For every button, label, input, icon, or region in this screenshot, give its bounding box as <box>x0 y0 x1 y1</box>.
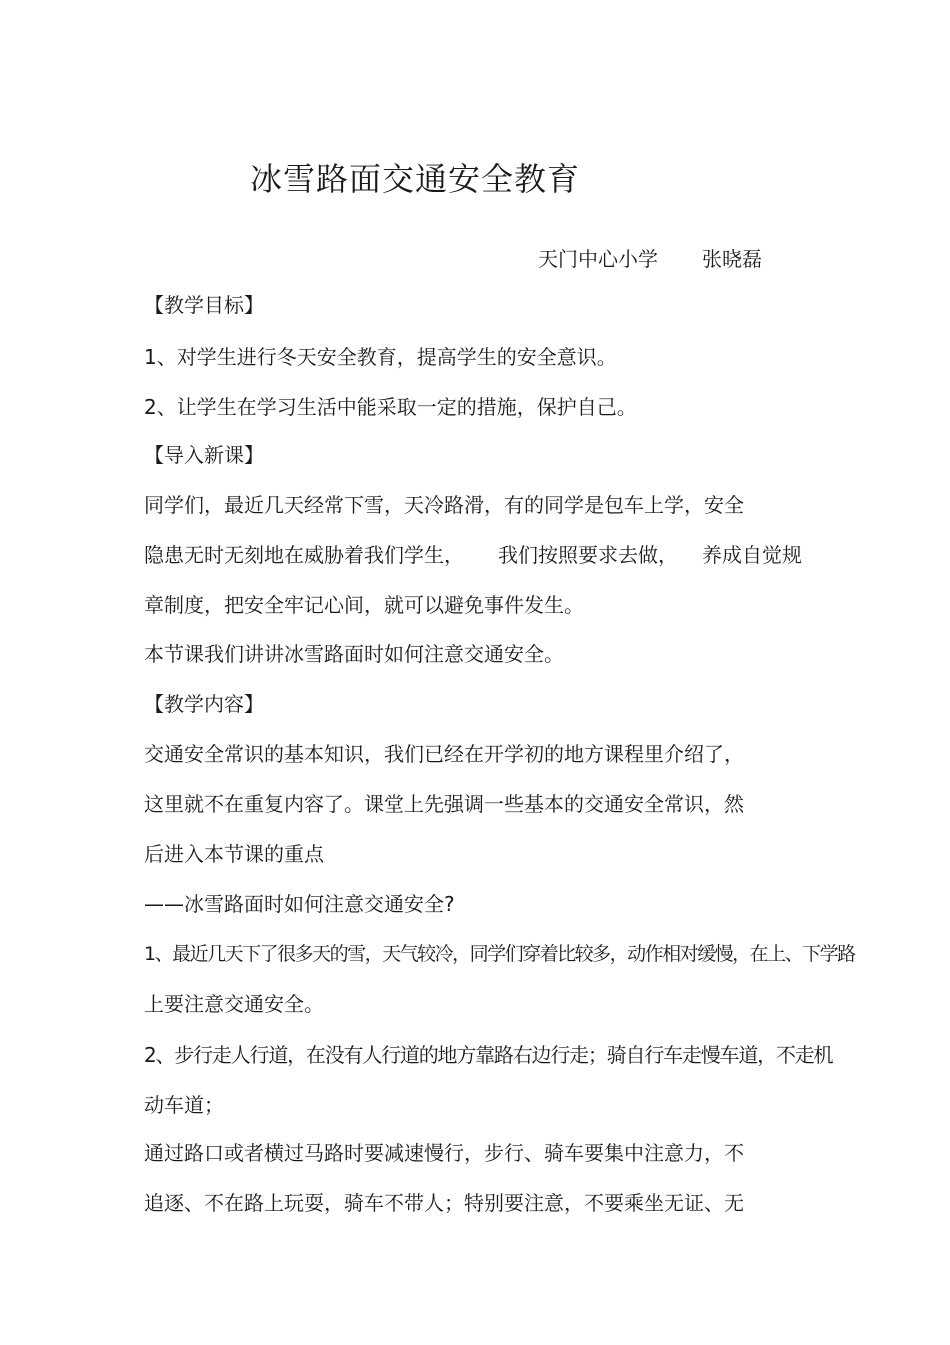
section-heading-goals: 【教学目标】 <box>144 293 264 317</box>
goal-item: 1、对学生进行冬天安全教育，提高学生的安全意识。 <box>144 345 617 369</box>
paragraph-line: ——冰雪路面时如何注意交通安全? <box>144 892 455 916</box>
paragraph-line: 这里就不在重复内容了。课堂上先强调一些基本的交通安全常识，然 <box>144 792 744 816</box>
paragraph-line: 本节课我们讲讲冰雪路面时如何注意交通安全。 <box>144 642 564 666</box>
paragraph-line: 章制度，把安全牢记心间，就可以避免事件发生。 <box>144 593 584 617</box>
paragraph-line: 同学们，最近几天经常下雪，天冷路滑，有的同学是包车上学，安全 <box>144 493 744 517</box>
paragraph-line: 后进入本节课的重点 <box>144 842 324 866</box>
paragraph-line: 动车道； <box>144 1093 224 1117</box>
author-name: 张晓磊 <box>702 247 762 271</box>
text-span: 隐患无时无刻地在威胁着我们学生， <box>144 543 464 567</box>
paragraph-line: 交通安全常识的基本知识，我们已经在开学初的地方课程里介绍了， <box>144 742 744 766</box>
paragraph-line: 通过路口或者横过马路时要减速慢行，步行、骑车要集中注意力，不 <box>144 1141 744 1165</box>
text-span: 养成自觉规 <box>702 543 802 567</box>
document-title: 冰雪路面交通安全教育 <box>250 160 581 198</box>
text-span: 我们按照要求去做， <box>498 543 678 567</box>
paragraph-line <box>144 543 802 567</box>
paragraph-line: 1、最近几天下了很多天的雪，天气较冷，同学们穿着比较多，动作相对缓慢，在上、下学路 <box>144 943 855 965</box>
goal-item: 2、让学生在学习生活中能采取一定的措施，保护自己。 <box>144 395 637 419</box>
paragraph-line: 上要注意交通安全。 <box>144 992 324 1016</box>
paragraph-line: 2、步行走人行道，在没有人行道的地方靠路右边行走；骑自行车走慢车道，不走机 <box>144 1043 833 1067</box>
paragraph-line: 追逐、不在路上玩耍，骑车不带人；特别要注意，不要乘坐无证、无 <box>144 1191 744 1215</box>
author-line <box>538 243 762 272</box>
author-school: 天门中心小学 <box>538 247 658 271</box>
section-heading-content: 【教学内容】 <box>144 692 264 716</box>
section-heading-intro: 【导入新课】 <box>144 443 264 467</box>
